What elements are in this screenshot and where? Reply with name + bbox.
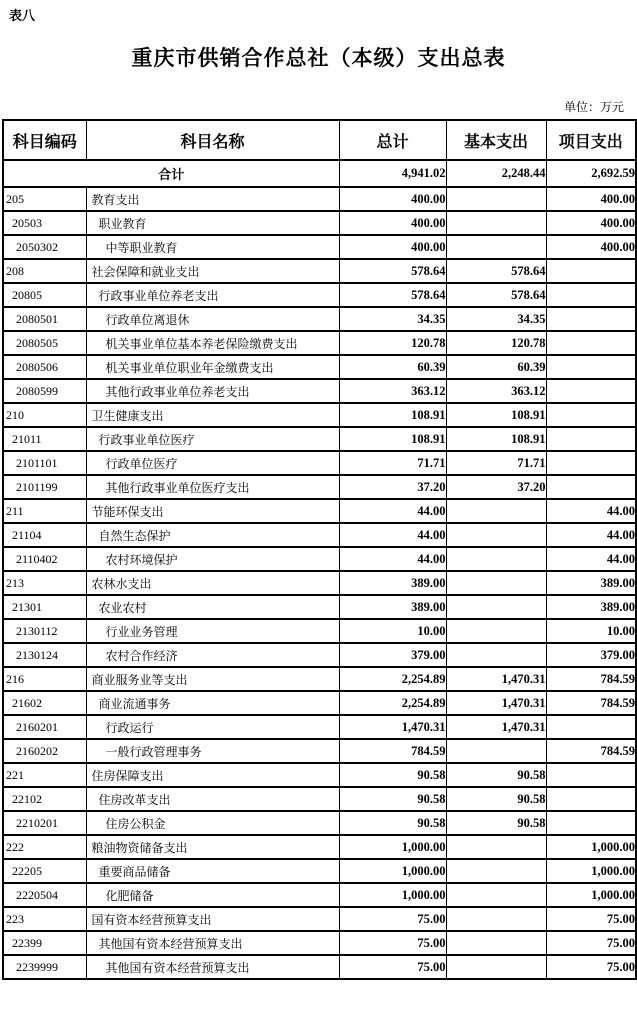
total-cell: 34.35	[339, 307, 446, 331]
basic-expenditure-cell: 108.91	[446, 427, 546, 451]
subject-code-cell: 21602	[3, 691, 86, 715]
table-row	[3, 739, 636, 763]
project-expenditure-cell	[546, 811, 636, 835]
total-cell: 75.00	[339, 907, 446, 931]
subject-code-cell: 2080506	[3, 355, 86, 379]
basic-expenditure-cell	[446, 907, 546, 931]
project-expenditure-cell: 44.00	[546, 499, 636, 523]
subject-code-cell: 2160201	[3, 715, 86, 739]
total-cell: 90.58	[339, 763, 446, 787]
total-cell: 389.00	[339, 595, 446, 619]
col-header-project-expenditure: 项目支出	[546, 120, 636, 160]
basic-expenditure-cell: 108.91	[446, 403, 546, 427]
col-header-subject-code: 科目编码	[3, 120, 86, 160]
subject-name-cell: 商业服务业等支出	[86, 667, 339, 691]
project-expenditure-cell: 379.00	[546, 643, 636, 667]
basic-expenditure-cell: 578.64	[446, 259, 546, 283]
subject-name-cell: 一般行政管理事务	[86, 739, 339, 763]
table-header	[3, 120, 636, 160]
basic-expenditure-cell: 1,470.31	[446, 691, 546, 715]
subject-name-cell: 其他国有资本经营预算支出	[86, 955, 339, 979]
subject-name-cell: 行政单位离退休	[86, 307, 339, 331]
table-row	[3, 379, 636, 403]
table-row	[3, 547, 636, 571]
total-row	[3, 160, 636, 187]
basic-expenditure-cell	[446, 739, 546, 763]
total-cell: 400.00	[339, 235, 446, 259]
basic-expenditure-cell	[446, 619, 546, 643]
project-expenditure-cell: 389.00	[546, 571, 636, 595]
total-cell: 2,254.89	[339, 667, 446, 691]
project-expenditure-cell: 389.00	[546, 595, 636, 619]
project-expenditure-cell: 75.00	[546, 907, 636, 931]
table-row	[3, 523, 636, 547]
table-row	[3, 187, 636, 211]
subject-code-cell: 21104	[3, 523, 86, 547]
basic-expenditure-cell	[446, 835, 546, 859]
project-expenditure-cell: 44.00	[546, 523, 636, 547]
table-body	[3, 160, 636, 979]
subject-name-cell: 住房保障支出	[86, 763, 339, 787]
col-header-subject-name: 科目名称	[86, 120, 339, 160]
subject-code-cell: 2080599	[3, 379, 86, 403]
header-row	[3, 120, 636, 160]
table-row	[3, 499, 636, 523]
subject-name-cell: 农业农村	[86, 595, 339, 619]
table-row	[3, 595, 636, 619]
basic-expenditure-cell	[446, 547, 546, 571]
subject-code-cell: 210	[3, 403, 86, 427]
basic-expenditure-cell	[446, 883, 546, 907]
total-cell: 1,000.00	[339, 883, 446, 907]
project-expenditure-cell	[546, 355, 636, 379]
subject-code-cell: 216	[3, 667, 86, 691]
basic-expenditure-cell: 578.64	[446, 283, 546, 307]
table-row	[3, 931, 636, 955]
table-row	[3, 715, 636, 739]
total-row-basic: 2,248.44	[446, 160, 546, 187]
table-row	[3, 451, 636, 475]
total-cell: 44.00	[339, 547, 446, 571]
subject-code-cell: 213	[3, 571, 86, 595]
subject-code-cell: 2210201	[3, 811, 86, 835]
subject-name-cell: 农村合作经济	[86, 643, 339, 667]
basic-expenditure-cell: 363.12	[446, 379, 546, 403]
table-row	[3, 235, 636, 259]
subject-name-cell: 化肥储备	[86, 883, 339, 907]
table-row	[3, 403, 636, 427]
subject-name-cell: 机关事业单位基本养老保险缴费支出	[86, 331, 339, 355]
basic-expenditure-cell: 90.58	[446, 787, 546, 811]
total-cell: 90.58	[339, 811, 446, 835]
project-expenditure-cell	[546, 787, 636, 811]
total-cell: 75.00	[339, 931, 446, 955]
project-expenditure-cell	[546, 259, 636, 283]
project-expenditure-cell	[546, 307, 636, 331]
subject-code-cell: 208	[3, 259, 86, 283]
subject-name-cell: 职业教育	[86, 211, 339, 235]
subject-name-cell: 其他行政事业单位养老支出	[86, 379, 339, 403]
total-cell: 10.00	[339, 619, 446, 643]
subject-name-cell: 教育支出	[86, 187, 339, 211]
total-cell: 1,000.00	[339, 859, 446, 883]
total-cell: 120.78	[339, 331, 446, 355]
subject-code-cell: 2080505	[3, 331, 86, 355]
project-expenditure-cell	[546, 451, 636, 475]
total-cell: 108.91	[339, 427, 446, 451]
table-row	[3, 619, 636, 643]
subject-name-cell: 节能环保支出	[86, 499, 339, 523]
basic-expenditure-cell: 90.58	[446, 763, 546, 787]
total-cell: 1,470.31	[339, 715, 446, 739]
basic-expenditure-cell	[446, 499, 546, 523]
project-expenditure-cell	[546, 283, 636, 307]
subject-code-cell: 20805	[3, 283, 86, 307]
total-cell: 44.00	[339, 499, 446, 523]
basic-expenditure-cell	[446, 571, 546, 595]
basic-expenditure-cell	[446, 859, 546, 883]
subject-code-cell: 2101101	[3, 451, 86, 475]
total-cell: 60.39	[339, 355, 446, 379]
subject-name-cell: 卫生健康支出	[86, 403, 339, 427]
table-row	[3, 667, 636, 691]
subject-code-cell: 2130124	[3, 643, 86, 667]
table-row	[3, 907, 636, 931]
total-row-project: 2,692.59	[546, 160, 636, 187]
subject-name-cell: 机关事业单位职业年金缴费支出	[86, 355, 339, 379]
project-expenditure-cell	[546, 403, 636, 427]
total-cell: 389.00	[339, 571, 446, 595]
total-cell: 578.64	[339, 283, 446, 307]
subject-name-cell: 行政事业单位医疗	[86, 427, 339, 451]
total-cell: 784.59	[339, 739, 446, 763]
total-row-total: 4,941.02	[339, 160, 446, 187]
subject-code-cell: 2110402	[3, 547, 86, 571]
subject-code-cell: 223	[3, 907, 86, 931]
table-row	[3, 259, 636, 283]
subject-name-cell: 住房改革支出	[86, 787, 339, 811]
subject-name-cell: 行政运行	[86, 715, 339, 739]
table-row	[3, 691, 636, 715]
subject-code-cell: 221	[3, 763, 86, 787]
subject-name-cell: 农村环境保护	[86, 547, 339, 571]
project-expenditure-cell: 1,000.00	[546, 835, 636, 859]
page-title: 重庆市供销合作总社（本级）支出总表	[131, 47, 506, 70]
subject-name-cell: 其他国有资本经营预算支出	[86, 931, 339, 955]
project-expenditure-cell	[546, 427, 636, 451]
total-row-label: 合计	[3, 160, 339, 187]
project-expenditure-cell: 1,000.00	[546, 859, 636, 883]
project-expenditure-cell: 784.59	[546, 691, 636, 715]
subject-name-cell: 行政事业单位养老支出	[86, 283, 339, 307]
basic-expenditure-cell: 90.58	[446, 811, 546, 835]
subject-code-cell: 2160202	[3, 739, 86, 763]
subject-code-cell: 2050302	[3, 235, 86, 259]
subject-name-cell: 国有资本经营预算支出	[86, 907, 339, 931]
basic-expenditure-cell: 1,470.31	[446, 667, 546, 691]
total-cell: 400.00	[339, 187, 446, 211]
total-cell: 71.71	[339, 451, 446, 475]
basic-expenditure-cell: 34.35	[446, 307, 546, 331]
subject-code-cell: 2239999	[3, 955, 86, 979]
table-row	[3, 283, 636, 307]
subject-code-cell: 21301	[3, 595, 86, 619]
expenditure-table	[2, 119, 637, 980]
total-cell: 108.91	[339, 403, 446, 427]
subject-code-cell: 22399	[3, 931, 86, 955]
subject-name-cell: 商业流通事务	[86, 691, 339, 715]
subject-code-cell: 222	[3, 835, 86, 859]
subject-code-cell: 2220504	[3, 883, 86, 907]
subject-name-cell: 住房公积金	[86, 811, 339, 835]
subject-name-cell: 农林水支出	[86, 571, 339, 595]
subject-code-cell: 2080501	[3, 307, 86, 331]
total-cell: 75.00	[339, 955, 446, 979]
table-row	[3, 859, 636, 883]
basic-expenditure-cell: 71.71	[446, 451, 546, 475]
subject-name-cell: 自然生态保护	[86, 523, 339, 547]
col-header-basic-expenditure: 基本支出	[446, 120, 546, 160]
basic-expenditure-cell	[446, 211, 546, 235]
basic-expenditure-cell: 60.39	[446, 355, 546, 379]
table-row	[3, 355, 636, 379]
basic-expenditure-cell	[446, 955, 546, 979]
total-cell: 2,254.89	[339, 691, 446, 715]
total-cell: 90.58	[339, 787, 446, 811]
subject-code-cell: 22102	[3, 787, 86, 811]
project-expenditure-cell	[546, 379, 636, 403]
table-row	[3, 763, 636, 787]
table-row	[3, 811, 636, 835]
total-cell: 44.00	[339, 523, 446, 547]
project-expenditure-cell	[546, 331, 636, 355]
project-expenditure-cell: 10.00	[546, 619, 636, 643]
subject-name-cell: 其他行政事业单位医疗支出	[86, 475, 339, 499]
subject-name-cell: 粮油物资储备支出	[86, 835, 339, 859]
basic-expenditure-cell: 37.20	[446, 475, 546, 499]
table-row	[3, 643, 636, 667]
subject-name-cell: 重要商品储备	[86, 859, 339, 883]
table-row	[3, 883, 636, 907]
table-row	[3, 571, 636, 595]
project-expenditure-cell: 75.00	[546, 955, 636, 979]
project-expenditure-cell: 400.00	[546, 235, 636, 259]
project-expenditure-cell: 1,000.00	[546, 883, 636, 907]
basic-expenditure-cell	[446, 643, 546, 667]
col-header-total: 总计	[339, 120, 446, 160]
subject-code-cell: 211	[3, 499, 86, 523]
project-expenditure-cell: 75.00	[546, 931, 636, 955]
table-row	[3, 307, 636, 331]
total-cell: 363.12	[339, 379, 446, 403]
basic-expenditure-cell	[446, 235, 546, 259]
table-row	[3, 835, 636, 859]
table-row	[3, 331, 636, 355]
table-row	[3, 787, 636, 811]
basic-expenditure-cell	[446, 523, 546, 547]
total-cell: 400.00	[339, 211, 446, 235]
table-number-label: 表八	[9, 8, 36, 23]
subject-code-cell: 20503	[3, 211, 86, 235]
basic-expenditure-cell: 120.78	[446, 331, 546, 355]
total-cell: 379.00	[339, 643, 446, 667]
table-row	[3, 955, 636, 979]
project-expenditure-cell: 784.59	[546, 667, 636, 691]
project-expenditure-cell: 400.00	[546, 187, 636, 211]
project-expenditure-cell	[546, 763, 636, 787]
subject-name-cell: 行政单位医疗	[86, 451, 339, 475]
project-expenditure-cell: 400.00	[546, 211, 636, 235]
total-cell: 1,000.00	[339, 835, 446, 859]
subject-code-cell: 2101199	[3, 475, 86, 499]
basic-expenditure-cell	[446, 595, 546, 619]
table-row	[3, 427, 636, 451]
total-cell: 37.20	[339, 475, 446, 499]
basic-expenditure-cell	[446, 187, 546, 211]
project-expenditure-cell	[546, 715, 636, 739]
subject-name-cell: 中等职业教育	[86, 235, 339, 259]
table-row	[3, 475, 636, 499]
subject-code-cell: 205	[3, 187, 86, 211]
subject-code-cell: 22205	[3, 859, 86, 883]
total-cell: 578.64	[339, 259, 446, 283]
project-expenditure-cell: 44.00	[546, 547, 636, 571]
basic-expenditure-cell	[446, 931, 546, 955]
unit-note: 单位：万元	[563, 100, 624, 114]
table-row	[3, 211, 636, 235]
project-expenditure-cell	[546, 475, 636, 499]
project-expenditure-cell: 784.59	[546, 739, 636, 763]
subject-name-cell: 社会保障和就业支出	[86, 259, 339, 283]
subject-name-cell: 行业业务管理	[86, 619, 339, 643]
basic-expenditure-cell: 1,470.31	[446, 715, 546, 739]
subject-code-cell: 21011	[3, 427, 86, 451]
subject-code-cell: 2130112	[3, 619, 86, 643]
